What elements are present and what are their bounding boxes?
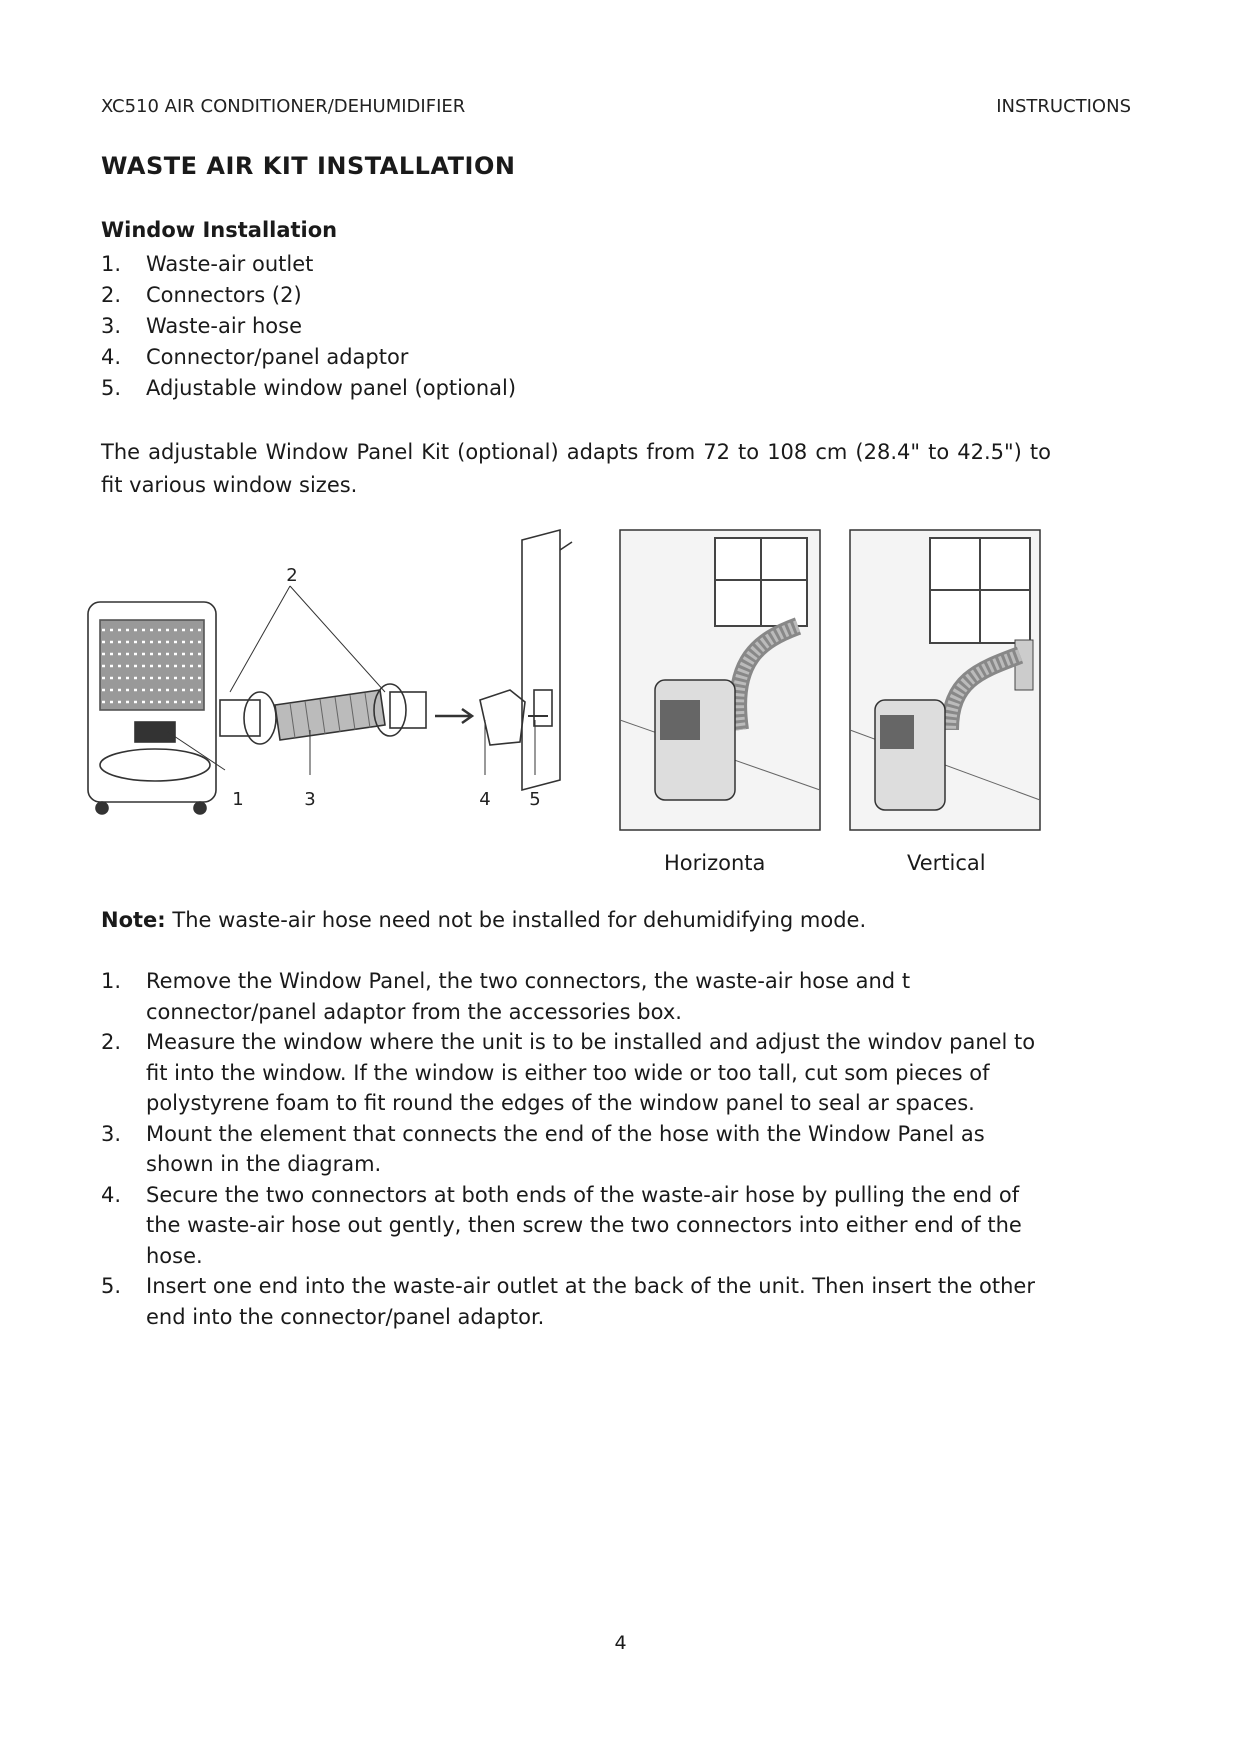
steps-list [101,966,1051,1332]
caption-vertical: Vertical [907,851,986,875]
list-item: 3. Mount the element that connects the end of the hose with the Window Panel as shown in the diagram. [101,1121,985,1176]
vertical-install-image [850,530,1040,830]
list-item: 1. Waste-air outlet [101,252,314,276]
list-item: 4. Connector/panel adaptor [101,345,409,369]
callout-label: 2 [286,565,298,586]
list-item: 1. Remove the Window Panel, the two connectors, the waste-air hose and t connector/panel adaptor from the accessories box. [101,969,911,1024]
list-item: 5. Adjustable window panel (optional) [101,376,517,400]
air-conditioner-unit-drawing [88,602,216,814]
callout-label: 3 [304,789,316,810]
callout-label: 5 [529,789,541,810]
horizontal-install-image [620,530,820,830]
header-right: INSTRUCTIONS [996,96,1131,117]
note-label: Note: [101,908,166,932]
page-number: 4 [614,1632,627,1654]
subsection-title: Window Installation [101,218,338,242]
list-item: 4. Secure the two connectors at both ends of the waste-air hose by pulling the end of the waste-air hose out gently, then screw the two connectors into either end of the hose. [101,1182,1022,1268]
connector-drawing [220,692,276,744]
caption-horizontal: Horizonta [664,851,766,875]
waste-air-hose-drawing [275,690,385,740]
list-item: 3. Waste-air hose [101,314,302,338]
window-panel-drawing [522,530,572,790]
callout-label: 1 [232,789,244,810]
section-title: WASTE AIR KIT INSTALLATION [101,152,516,180]
installation-figure [80,520,1060,840]
list-item: 2. Connectors (2) [101,283,302,307]
list-item: 5. Insert one end into the waste-air outlet at the back of the unit. Then insert the other end into the connector/panel adaptor. [101,1274,1035,1329]
intro-paragraph: The adjustable Window Panel Kit (optional) adapts from 72 to 108 cm (28.4" to 42.5") to fit various window sizes. [101,440,1051,497]
note [101,908,866,932]
callout-label: 4 [479,789,491,810]
header-left: XC510 AIR CONDITIONER/DEHUMIDIFIER [101,96,466,117]
adaptor-drawing [480,690,525,745]
parts-list [101,249,701,404]
list-item: 2. Measure the window where the unit is to be installed and adjust the windov panel to fit into the window. If the window is either too wide or too tall, cut som pieces of polystyrene foam to fit round the edges of the window panel to seal ar spaces. [101,1030,1036,1115]
note-text: The waste-air hose need not be installed for dehumidifying mode. [165,908,867,932]
